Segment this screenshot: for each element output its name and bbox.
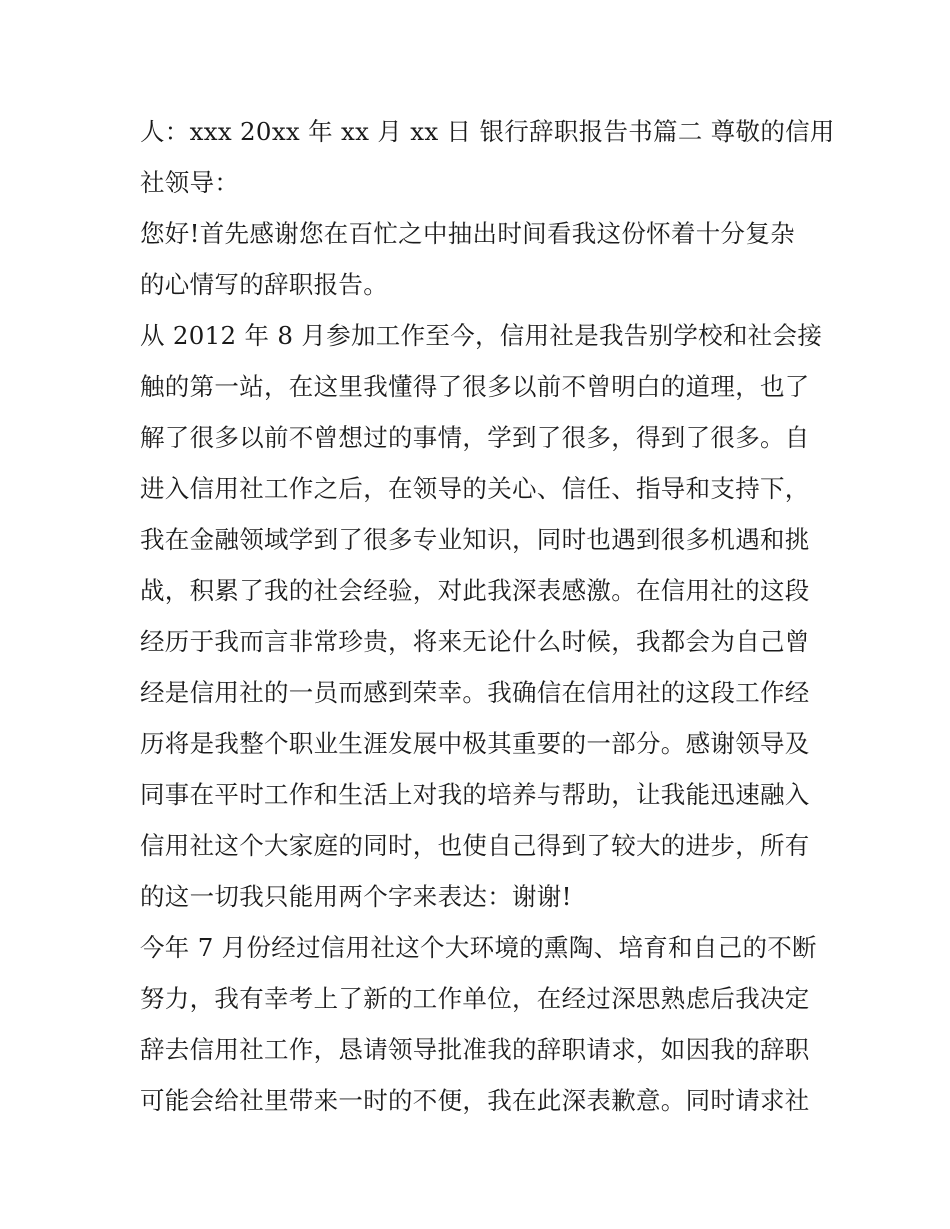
text-line: 同事在平时工作和生活上对我的培养与帮助，让我能迅速融入 <box>140 780 810 809</box>
text-line: 信用社这个大家庭的同时，也使自己得到了较大的进步，所有 <box>140 831 810 860</box>
text-line: 社领导： <box>140 168 240 197</box>
text-line: 的这一切我只能用两个字来表达：谢谢! <box>140 882 572 911</box>
text-line: 人：xxx 20xx 年 xx 月 xx 日 银行辞职报告书篇二 尊敬的信用 <box>140 117 835 146</box>
text-line: 今年 7 月份经过信用社这个大环境的熏陶、培育和自己的不断 <box>140 933 817 962</box>
text-line: 您好!首先感谢您在百忙之中抽出时间看我这份怀着十分复杂 <box>140 219 795 248</box>
text-line: 可能会给社里带来一时的不便，我在此深表歉意。同时请求社 <box>140 1086 810 1115</box>
text-line: 的心情写的辞职报告。 <box>140 270 388 299</box>
text-line: 历将是我整个职业生涯发展中极其重要的一部分。感谢领导及 <box>140 729 810 758</box>
text-line: 触的第一站，在这里我懂得了很多以前不曾明白的道理，也了 <box>140 372 810 401</box>
text-line: 经历于我而言非常珍贵，将来无论什么时候，我都会为自己曾 <box>140 627 810 656</box>
text-line: 战，积累了我的社会经验，对此我深表感激。在信用社的这段 <box>140 576 810 605</box>
text-line: 我在金融领域学到了很多专业知识，同时也遇到很多机遇和挑 <box>140 525 810 554</box>
text-line: 辞去信用社工作，恳请领导批准我的辞职请求，如因我的辞职 <box>140 1035 810 1064</box>
document-body <box>140 106 835 1126</box>
text-line: 努力，我有幸考上了新的工作单位，在经过深思熟虑后我决定 <box>140 984 810 1013</box>
text-line: 从 2012 年 8 月参加工作至今，信用社是我告别学校和社会接 <box>140 321 823 350</box>
text-line: 解了很多以前不曾想过的事情，学到了很多，得到了很多。自 <box>140 423 810 452</box>
text-line: 进入信用社工作之后，在领导的关心、信任、指导和支持下， <box>140 474 810 503</box>
text-line: 经是信用社的一员而感到荣幸。我确信在信用社的这段工作经 <box>140 678 810 707</box>
